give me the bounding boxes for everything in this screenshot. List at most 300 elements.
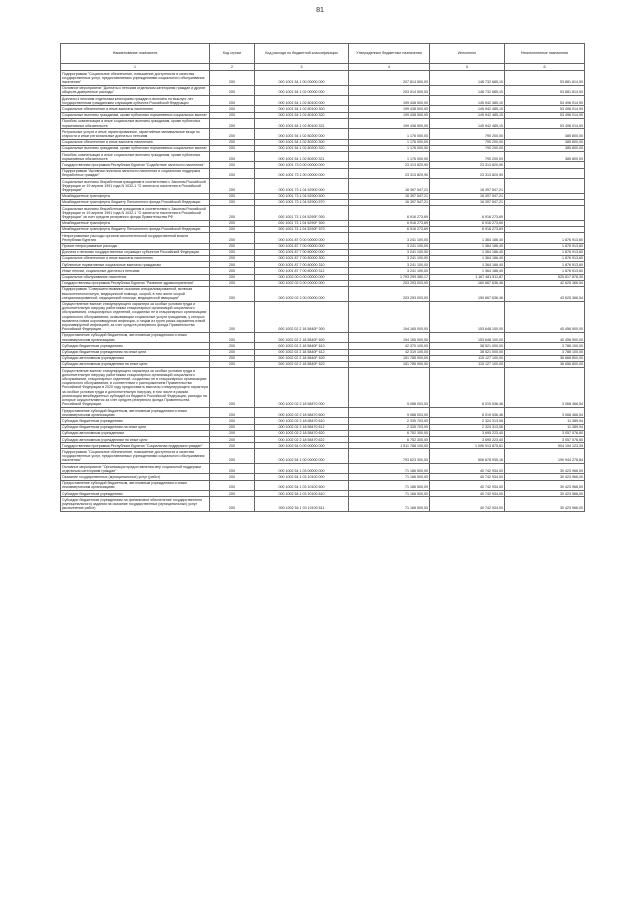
column-header: Наименование показателя (61, 44, 210, 64)
row-unexecuted-amount: 30 423 966,00 (505, 497, 585, 512)
column-header: Код расхода по бюджетной классификации (255, 44, 349, 64)
row-line-code: 200 (210, 449, 255, 464)
row-approved-amount: 203 293 003,00 (349, 286, 430, 301)
row-name: Субсидии автономным учреждениям на иные цели (61, 437, 210, 443)
row-line-code: 200 (210, 368, 255, 408)
row-name: Подпрограмма "Социальное обеспечение, повышение доступности и качества государственных услуг, предоставляемых учреждениями социального обслуживания населения" (61, 449, 210, 464)
row-approved-amount: 199 438 500,00 (349, 96, 430, 106)
row-unexecuted-amount: 36 656 800,00 (505, 361, 585, 367)
row-name: Субсидии автономным учреждениям (61, 355, 210, 361)
row-unexecuted-amount: 1 876 913,60 (505, 233, 585, 243)
row-approved-amount: 199 438 500,00 (349, 118, 430, 128)
row-name: Субсидии бюджетным учреждениям (61, 491, 210, 497)
row-line-code: 200 (210, 424, 255, 430)
row-executed-amount: 1 364 186,40 (430, 262, 505, 268)
row-unexecuted-amount: 40 456 900,00 (505, 332, 585, 342)
row-approved-amount: 1 176 000,00 (349, 145, 430, 151)
table-row (61, 332, 585, 342)
row-name: Социальное обеспечение и иные выплаты населению (61, 255, 210, 261)
row-line-code: 200 (210, 199, 255, 205)
row-name: Предоставление субсидий бюджетным, автономным учреждениям и иным некоммерческим организациям (61, 332, 210, 342)
row-name: Социальное обеспечение и иные выплаты населению (61, 106, 210, 112)
row-budget-code: 000 1001 73 1 00 00000 000 (255, 168, 349, 178)
row-name: Пособия, компенсации и иные социальные выплаты гражданам, кроме публичных нормативных обязательств (61, 118, 210, 128)
row-budget-code: 000 1002 02 2 18 58470 000 (255, 368, 349, 408)
column-number: 6 (505, 64, 585, 71)
row-name: Субсидии бюджетным учреждениям (61, 343, 210, 349)
row-name: Подпрограмма "Социальное обеспечение, повышение доступности и качества государственных услуг, предоставляемых учреждениями социального обслуживания населения" (61, 71, 210, 86)
row-name: Межбюджетные трансферты (61, 220, 210, 226)
row-executed-amount: 790 200,00 (430, 152, 505, 162)
row-unexecuted-amount: 1 876 913,60 (505, 249, 585, 255)
row-budget-code: 000 1002 54 1 03 10100 000 (255, 474, 349, 480)
row-line-code: 200 (210, 430, 255, 436)
row-line-code: 200 (210, 491, 255, 497)
row-name: Социальные выплаты безработным гражданам в соответствии с Законом Российской Федерации от 19 апреля 1991 года N 1032-1 "О занятости населения в Российской Федерации" (61, 179, 210, 194)
table-row (61, 206, 585, 221)
row-name: Оказание государственных (муниципальных) услуг (работ) (61, 474, 210, 480)
row-executed-amount: 115 127 100,00 (430, 361, 505, 367)
row-line-code: 200 (210, 139, 255, 145)
row-line-code: 200 (210, 443, 255, 449)
row-executed-amount: 6 019 536,46 (430, 408, 505, 418)
row-executed-amount: 145 942 485,10 (430, 118, 505, 128)
row-unexecuted-amount (505, 168, 585, 178)
row-executed-amount: 6 916 273,69 (430, 206, 505, 221)
row-budget-code: 000 1001 73 1 04 52900 500 (255, 193, 349, 199)
table-row (61, 96, 585, 106)
row-budget-code: 000 1001 73 1 04 52900 000 (255, 179, 349, 194)
row-unexecuted-amount: 30 423 966,00 (505, 491, 585, 497)
row-unexecuted-amount: 11 389,94 (505, 418, 585, 424)
row-name: Государственная программа Республики Бурятия "Развитие здравоохранения" (61, 280, 210, 286)
row-line-code: 200 (210, 193, 255, 199)
row-name: Доплата к пенсиям государственных служащих субъектов Российской Федерации (61, 249, 210, 255)
row-executed-amount: 145 942 485,10 (430, 112, 505, 118)
table-row (61, 408, 585, 418)
row-approved-amount: 194 165 000,00 (349, 332, 430, 342)
column-number-row (61, 64, 585, 71)
row-budget-code: 000 1001 54 1 02 00000 000 (255, 85, 349, 95)
row-budget-code: 000 1002 02 2 18 58470 610 (255, 418, 349, 424)
row-executed-amount: 1 364 186,40 (430, 243, 505, 249)
row-line-code: 200 (210, 255, 255, 261)
row-unexecuted-amount: 190 944 276,84 (505, 449, 585, 464)
row-executed-amount: 153 648 100,00 (430, 301, 505, 332)
row-unexecuted-amount: 3 057 076,60 (505, 437, 585, 443)
row-executed-amount: 40 742 934,00 (430, 497, 505, 512)
row-executed-amount: 2 324 313,06 (430, 424, 505, 430)
row-executed-amount: 40 742 934,00 (430, 474, 505, 480)
row-executed-amount: 40 742 934,00 (430, 491, 505, 497)
row-executed-amount: 1 364 186,40 (430, 268, 505, 274)
row-name: Субсидии автономным учреждениям на иные цели (61, 361, 210, 367)
row-approved-amount: 203 293 003,00 (349, 280, 430, 286)
row-budget-code: 000 1001 54 1 02 80200 321 (255, 152, 349, 162)
row-name: Осуществление выплат стимулирующего характера за особые условия труда и дополнительную нагрузку работникам стационарных организаций социального обслуживания, стационарных отделений, созданных не в стационарных организациях социального обслуживания, в соответствии с распоряжением Правительства Российской Федерации в 2020 году предоставить выплаты стимулирующего характера за особые условия труда и дополнительную нагрузку, в том числе в рамках реализации межбюджетных субсидий из бюджета Российской Федерации, расходы на которые осуществляются за счет средств резервного фонда Правительства Российской Федерации (62, 368, 208, 407)
row-budget-code: 000 1002 02 2 18 5840F 610 (255, 343, 349, 349)
row-line-code: 200 (210, 145, 255, 151)
row-line-code: 200 (210, 355, 255, 361)
row-line-code: 200 (210, 112, 255, 118)
table-row (61, 464, 585, 474)
row-executed-amount: 3 695 223,40 (430, 437, 505, 443)
table-row (61, 480, 585, 490)
row-name: Межбюджетные трансферты (61, 193, 210, 199)
table-row (61, 168, 585, 178)
row-approved-amount: 1 176 000,00 (349, 152, 430, 162)
table-row (61, 497, 585, 512)
column-number: 4 (349, 64, 430, 71)
column-header: Утвержденные бюджетные назначения (349, 44, 430, 64)
row-approved-amount: 3 241 100,00 (349, 249, 430, 255)
row-approved-amount: 1 176 000,00 (349, 139, 430, 145)
row-name: Социальные выплаты гражданам, кроме публичных нормативных социальных выплат (61, 145, 210, 151)
row-executed-amount: 790 200,00 (430, 145, 505, 151)
row-executed-amount: 6 916 273,69 (430, 226, 505, 232)
row-name: Пособия, компенсации и иные социальные выплаты гражданам, кроме публичных нормативных обязательств (61, 152, 210, 162)
row-line-code: 200 (210, 249, 255, 255)
row-unexecuted-amount: 385 800,00 (505, 139, 585, 145)
row-executed-amount: 160 667 636,46 (430, 280, 505, 286)
row-executed-amount: 16 397 547,21 (430, 199, 505, 205)
row-approved-amount: 71 166 500,00 (349, 497, 430, 512)
row-unexecuted-amount: 3 068 466,54 (505, 368, 585, 408)
row-name: Социальные выплаты безработным гражданам в соответствии с Законом Российской Федерации от 19 апреля 1991 года N 1032-1 "О занятости населения в Российской Федерации" за счет средств резервного фонда Правительства РФ (61, 206, 210, 221)
row-line-code: 200 (210, 418, 255, 424)
row-executed-amount: 153 648 100,00 (430, 332, 505, 342)
row-executed-amount: 3 695 223,40 (430, 430, 505, 436)
row-approved-amount: 23 313 820,90 (349, 162, 430, 168)
row-approved-amount: 151 785 900,00 (349, 361, 430, 367)
column-number: 5 (430, 64, 505, 71)
row-budget-code: 000 1002 02 0 00 00000 000 (255, 280, 349, 286)
table-row (61, 179, 585, 194)
row-budget-code: 000 1001 54 1 02 80100 000 (255, 96, 349, 106)
row-line-code: 200 (210, 408, 255, 418)
row-line-code: 200 (210, 274, 255, 280)
row-unexecuted-amount: 53 496 014,90 (505, 106, 585, 112)
column-number: 1 (61, 64, 210, 71)
row-approved-amount: 2 335 703,00 (349, 424, 430, 430)
row-approved-amount: 199 438 500,00 (349, 106, 430, 112)
row-approved-amount: 71 166 500,00 (349, 491, 430, 497)
row-line-code: 200 (210, 474, 255, 480)
row-budget-code: 000 1002 02 2 18 58470 600 (255, 408, 349, 418)
row-approved-amount: 1 511 768 100,00 (349, 443, 430, 449)
row-approved-amount: 6 752 300,00 (349, 430, 430, 436)
row-approved-amount: 71 166 500,00 (349, 474, 430, 480)
row-line-code: 200 (210, 206, 255, 221)
row-unexecuted-amount: 1 876 913,60 (505, 255, 585, 261)
row-approved-amount: 151 785 900,00 (349, 355, 430, 361)
row-budget-code: 000 1002 02 2 18 5840F 612 (255, 349, 349, 355)
row-unexecuted-amount: 3 788 100,00 (505, 343, 585, 349)
row-budget-code: 000 1001 54 1 02 80100 320 (255, 112, 349, 118)
row-line-code: 200 (210, 233, 255, 243)
row-name: Социальное обслуживание населения (61, 274, 210, 280)
row-line-code: 200 (210, 179, 255, 194)
row-executed-amount: 145 942 485,10 (430, 96, 505, 106)
row-approved-amount: 16 397 547,21 (349, 193, 430, 199)
row-line-code: 200 (210, 301, 255, 332)
column-header: Неисполненные назначения (505, 44, 585, 64)
row-budget-code: 000 1001 87 0 00 00000 000 (255, 233, 349, 243)
page-number: 81 (316, 7, 324, 14)
row-budget-code: 000 1001 73 0 00 00000 000 (255, 162, 349, 168)
row-name: Государственная программа Республики Бурятия "Содействие занятости населения" (61, 162, 210, 168)
row-budget-code: 000 1001 73 1 04 5290F 000 (255, 206, 349, 221)
row-line-code: 200 (210, 349, 255, 355)
table-row (61, 449, 585, 464)
row-approved-amount: 6 916 273,69 (349, 220, 430, 226)
row-name: Подпрограмма "Совершенствование оказания специализированной, включая высокотехнологичную, медицинской помощи, скорой, в том числе скорой специализированной, медицинской помощи, медицинской эвакуации" (61, 286, 210, 301)
row-name: Субсидии бюджетным учреждениям на иные цели (61, 349, 210, 355)
row-line-code: 200 (210, 464, 255, 474)
row-name: Межбюджетные трансферты бюджету Пенсионного фонда Российской Федерации (61, 199, 210, 205)
row-name: Социальное обеспечение и иные выплаты населению (61, 139, 210, 145)
row-name: Основное мероприятие "Организация предоставления мер социальной поддержки отдельным категориям граждан" (61, 464, 210, 474)
row-unexecuted-amount: 504 194 123,39 (505, 443, 585, 449)
row-line-code: 200 (210, 118, 255, 128)
table-row (61, 129, 585, 139)
row-approved-amount: 3 241 100,00 (349, 255, 430, 261)
row-budget-code: 000 1001 87 7 00 80000 000 (255, 249, 349, 255)
row-approved-amount: 3 241 100,00 (349, 243, 430, 249)
row-budget-code: 000 1002 54 1 03 10100 610 (255, 491, 349, 497)
row-name: Непрограммные расходы органов исполнительной государственной власти Республики Бурятия (61, 233, 210, 243)
row-approved-amount: 9 088 003,00 (349, 408, 430, 418)
row-executed-amount: 1 364 186,40 (430, 233, 505, 243)
row-executed-amount: 1 167 481 511,87 (430, 274, 505, 280)
row-budget-code: 000 1002 02 2 18 58470 620 (255, 430, 349, 436)
row-budget-code: 000 1001 54 1 02 80100 321 (255, 118, 349, 128)
row-line-code: 200 (210, 71, 255, 86)
row-budget-code: 000 1002 02 2 18 58470 612 (255, 424, 349, 430)
row-name: Субсидии автономным учреждениям (61, 430, 210, 436)
row-unexecuted-amount: 11 389,94 (505, 424, 585, 430)
row-name: Основное мероприятие "Доплаты к пенсиям отдельным категориям граждан и другие обществ.доверенные расходы" (61, 85, 210, 95)
column-number: 3 (255, 64, 349, 71)
row-executed-amount: 1 364 186,40 (430, 249, 505, 255)
row-unexecuted-amount: 385 800,00 (505, 152, 585, 162)
row-approved-amount: 2 335 703,00 (349, 418, 430, 424)
row-executed-amount: 115 127 100,00 (430, 355, 505, 361)
row-executed-amount: 1 364 186,40 (430, 255, 505, 261)
row-budget-code: 000 1002 02 2 18 5840F 600 (255, 332, 349, 342)
row-line-code: 200 (210, 480, 255, 490)
row-name: Иные пенсии, социальные доплаты к пенсиям (61, 268, 210, 274)
row-budget-code: 000 1001 54 1 02 80100 300 (255, 106, 349, 112)
row-budget-code: 000 1002 54 1 03 10100 600 (255, 480, 349, 490)
row-budget-code: 000 1001 87 7 00 80000 300 (255, 255, 349, 261)
row-budget-code: 000 1002 02 2 00 00000 000 (255, 286, 349, 301)
row-executed-amount: 506 678 935,16 (430, 449, 505, 464)
row-name: Предоставление субсидий бюджетным, автономным учреждениям и иным некоммерческим организациям (61, 408, 210, 418)
row-unexecuted-amount (505, 179, 585, 194)
row-line-code: 200 (210, 497, 255, 512)
row-unexecuted-amount: 1 876 913,60 (505, 268, 585, 274)
row-executed-amount: 16 397 547,21 (430, 193, 505, 199)
row-budget-code: 000 1001 87 7 00 80000 310 (255, 262, 349, 268)
row-unexecuted-amount (505, 206, 585, 221)
row-budget-code: 000 1002 54 1 03 00000 000 (255, 464, 349, 474)
row-line-code: 200 (210, 168, 255, 178)
row-name: Предоставление субсидий бюджетным, автономным учреждениям и иным некоммерческим организациям (61, 480, 210, 490)
row-executed-amount: 40 742 934,00 (430, 464, 505, 474)
row-budget-code: 000 1001 73 1 04 5290F 570 (255, 226, 349, 232)
row-budget-code: 000 1002 54 1 03 10100 611 (255, 497, 349, 512)
row-executed-amount: 159 667 636,46 (430, 286, 505, 301)
row-line-code: 200 (210, 268, 255, 274)
row-approved-amount: 3 241 100,00 (349, 268, 430, 274)
row-unexecuted-amount: 43 625 366,54 (505, 286, 585, 301)
row-approved-amount: 9 088 003,00 (349, 368, 430, 408)
row-unexecuted-amount: 53 881 814,90 (505, 71, 585, 86)
table-row (61, 71, 585, 86)
row-budget-code: 000 1001 54 1 02 80200 320 (255, 145, 349, 151)
row-name: Субсидии бюджетным учреждениям на финансовое обеспечение государственного (муниципального) задания на оказание государственных (муниципальных) услуг (выполнение работ) (61, 497, 210, 512)
row-budget-code: 000 1001 87 7 00 00000 000 (255, 243, 349, 249)
row-budget-code: 000 1001 73 1 04 5290F 500 (255, 220, 349, 226)
row-line-code: 200 (210, 286, 255, 301)
row-executed-amount: 38 521 000,00 (430, 343, 505, 349)
row-executed-amount: 23 313 820,90 (430, 168, 505, 178)
table-row (61, 152, 585, 162)
row-line-code: 200 (210, 152, 255, 162)
row-line-code: 200 (210, 226, 255, 232)
table-row (61, 85, 585, 95)
row-approved-amount: 42 370 100,00 (349, 343, 430, 349)
row-name: Публичные нормативные социальные выплаты гражданам (61, 262, 210, 268)
row-approved-amount: 16 397 547,21 (349, 179, 430, 194)
row-line-code: 200 (210, 96, 255, 106)
row-approved-amount: 71 166 500,00 (349, 464, 430, 474)
row-unexecuted-amount: 3 788 100,00 (505, 349, 585, 355)
table-row (61, 233, 585, 243)
row-unexecuted-amount: 1 876 913,60 (505, 243, 585, 249)
column-header: Код строки (210, 44, 255, 64)
row-executed-amount: 145 942 485,10 (430, 106, 505, 112)
row-approved-amount: 203 014 500,00 (349, 85, 430, 95)
row-executed-amount: 6 916 273,69 (430, 220, 505, 226)
row-budget-code: 000 1001 54 1 02 80200 000 (255, 129, 349, 139)
row-budget-code: 000 1002 02 2 18 5840F 622 (255, 361, 349, 367)
row-executed-amount: 6 019 536,46 (430, 368, 505, 408)
row-line-code: 200 (210, 220, 255, 226)
row-approved-amount: 194 165 000,00 (349, 301, 430, 332)
row-budget-code: 000 1002 54 0 00 00000 000 (255, 443, 349, 449)
row-unexecuted-amount: 53 496 014,90 (505, 118, 585, 128)
row-approved-amount: 207 814 500,00 (349, 71, 430, 86)
row-unexecuted-amount: 53 496 014,90 (505, 96, 585, 106)
row-name: Государственная программа Республики Бурятия "Социальная поддержка граждан" (61, 443, 210, 449)
row-budget-code: 000 1001 54 1 02 80200 300 (255, 139, 349, 145)
row-executed-amount: 40 742 934,00 (430, 480, 505, 490)
row-name: Прочие непрограммные расходы (61, 243, 210, 249)
row-executed-amount: 148 732 685,10 (430, 71, 505, 86)
row-approved-amount: 6 752 300,00 (349, 437, 430, 443)
row-unexecuted-amount: 3 057 076,60 (505, 430, 585, 436)
row-name: Ритуальные услуги и иные гарантированные, гарантийные минимальные вещи по старости и иные региональные доплаты к пенсиям (61, 129, 210, 139)
row-unexecuted-amount: 53 881 814,90 (505, 85, 585, 95)
row-approved-amount: 23 313 820,90 (349, 168, 430, 178)
table-row (61, 368, 585, 408)
row-name: Субсидии бюджетным учреждениям (61, 418, 210, 424)
row-line-code: 200 (210, 243, 255, 249)
row-budget-code: 000 1002 00 0 00 00000 000 (255, 274, 349, 280)
row-executed-amount: 790 200,00 (430, 139, 505, 145)
row-unexecuted-amount: 30 423 966,00 (505, 464, 585, 474)
row-approved-amount: 42 319 100,00 (349, 349, 430, 355)
row-executed-amount: 148 732 685,10 (430, 85, 505, 95)
row-unexecuted-amount: 42 625 366,54 (505, 280, 585, 286)
row-budget-code: 000 1002 02 2 18 5840F 000 (255, 301, 349, 332)
row-line-code: 200 (210, 332, 255, 342)
row-unexecuted-amount: 36 668 800,00 (505, 355, 585, 361)
row-line-code: 200 (210, 280, 255, 286)
row-name: Межбюджетные трансферты бюджету Пенсионного фонда Российской Федерации (61, 226, 210, 232)
table-row (61, 301, 585, 332)
row-unexecuted-amount: 1 876 913,60 (505, 262, 585, 268)
row-budget-code: 000 1001 87 7 00 80000 312 (255, 268, 349, 274)
row-approved-amount: 6 916 273,69 (349, 206, 430, 221)
row-line-code: 200 (210, 85, 255, 95)
row-executed-amount: 16 397 547,21 (430, 179, 505, 194)
row-budget-code: 000 1002 02 2 18 5840F 620 (255, 355, 349, 361)
row-unexecuted-amount: 3 068 466,54 (505, 408, 585, 418)
table-row (61, 286, 585, 301)
column-header: Исполнено (430, 44, 505, 64)
row-executed-amount: 1 006 913 875,61 (430, 443, 505, 449)
row-approved-amount: 3 241 100,00 (349, 262, 430, 268)
row-approved-amount: 1 176 000,00 (349, 129, 430, 139)
row-executed-amount: 2 324 313,06 (430, 418, 505, 424)
row-unexecuted-amount: 385 800,00 (505, 129, 585, 139)
row-name: Осуществление выплат стимулирующего характера за особые условия труда и дополнительную нагрузку работникам стационарных организаций социального обслуживания, стационарных отделений, созданных не в стационарных организациях социального обслуживания, оказывающим социальные услуги гражданам, у которых выявлена новая коронавирусная инфекция, и лицам из групп риска заражения новой коронавирусной инфекцией, за счет средств резервного фонда Правительства Российской Федерации (61, 301, 210, 332)
row-budget-code: 000 1001 73 1 04 52900 570 (255, 199, 349, 205)
row-unexecuted-amount: 30 423 966,00 (505, 474, 585, 480)
row-line-code: 200 (210, 343, 255, 349)
header-row (61, 44, 585, 64)
table-row (61, 118, 585, 128)
row-unexecuted-amount: 625 817 878,30 (505, 274, 585, 280)
row-line-code: 200 (210, 162, 255, 168)
row-line-code: 200 (210, 129, 255, 139)
row-budget-code: 000 1002 54 1 00 00000 000 (255, 449, 349, 464)
row-name: Подпрограмма "Активная политика занятости населения и социальная поддержка безработных граждан" (61, 168, 210, 178)
row-budget-code: 000 1002 02 2 18 58470 622 (255, 437, 349, 443)
column-number: 2 (210, 64, 255, 71)
row-name: Социальные выплаты гражданам, кроме публичных нормативных социальных выплат (61, 112, 210, 118)
row-executed-amount: 790 200,00 (430, 129, 505, 139)
budget-execution-table (60, 43, 585, 512)
row-approved-amount: 3 241 100,00 (349, 233, 430, 243)
row-unexecuted-amount: 385 800,00 (505, 145, 585, 151)
row-approved-amount: 16 397 547,21 (349, 199, 430, 205)
row-line-code: 200 (210, 361, 255, 367)
row-unexecuted-amount: 53 496 014,90 (505, 112, 585, 118)
row-line-code: 200 (210, 106, 255, 112)
row-unexecuted-amount: 40 456 900,00 (505, 301, 585, 332)
row-line-code: 200 (210, 437, 255, 443)
row-name: Доплаты к пенсиям отдельным категориям граждан и выплаты по выслуге лет государственным гражданским служащим субъекта Российской Федерации (61, 96, 210, 106)
row-executed-amount: 23 313 820,90 (430, 162, 505, 168)
row-approved-amount: 199 438 500,00 (349, 112, 430, 118)
row-budget-code: 000 1001 54 1 00 00000 000 (255, 71, 349, 86)
row-executed-amount: 38 521 000,00 (430, 349, 505, 355)
row-approved-amount: 793 623 300,00 (349, 449, 430, 464)
